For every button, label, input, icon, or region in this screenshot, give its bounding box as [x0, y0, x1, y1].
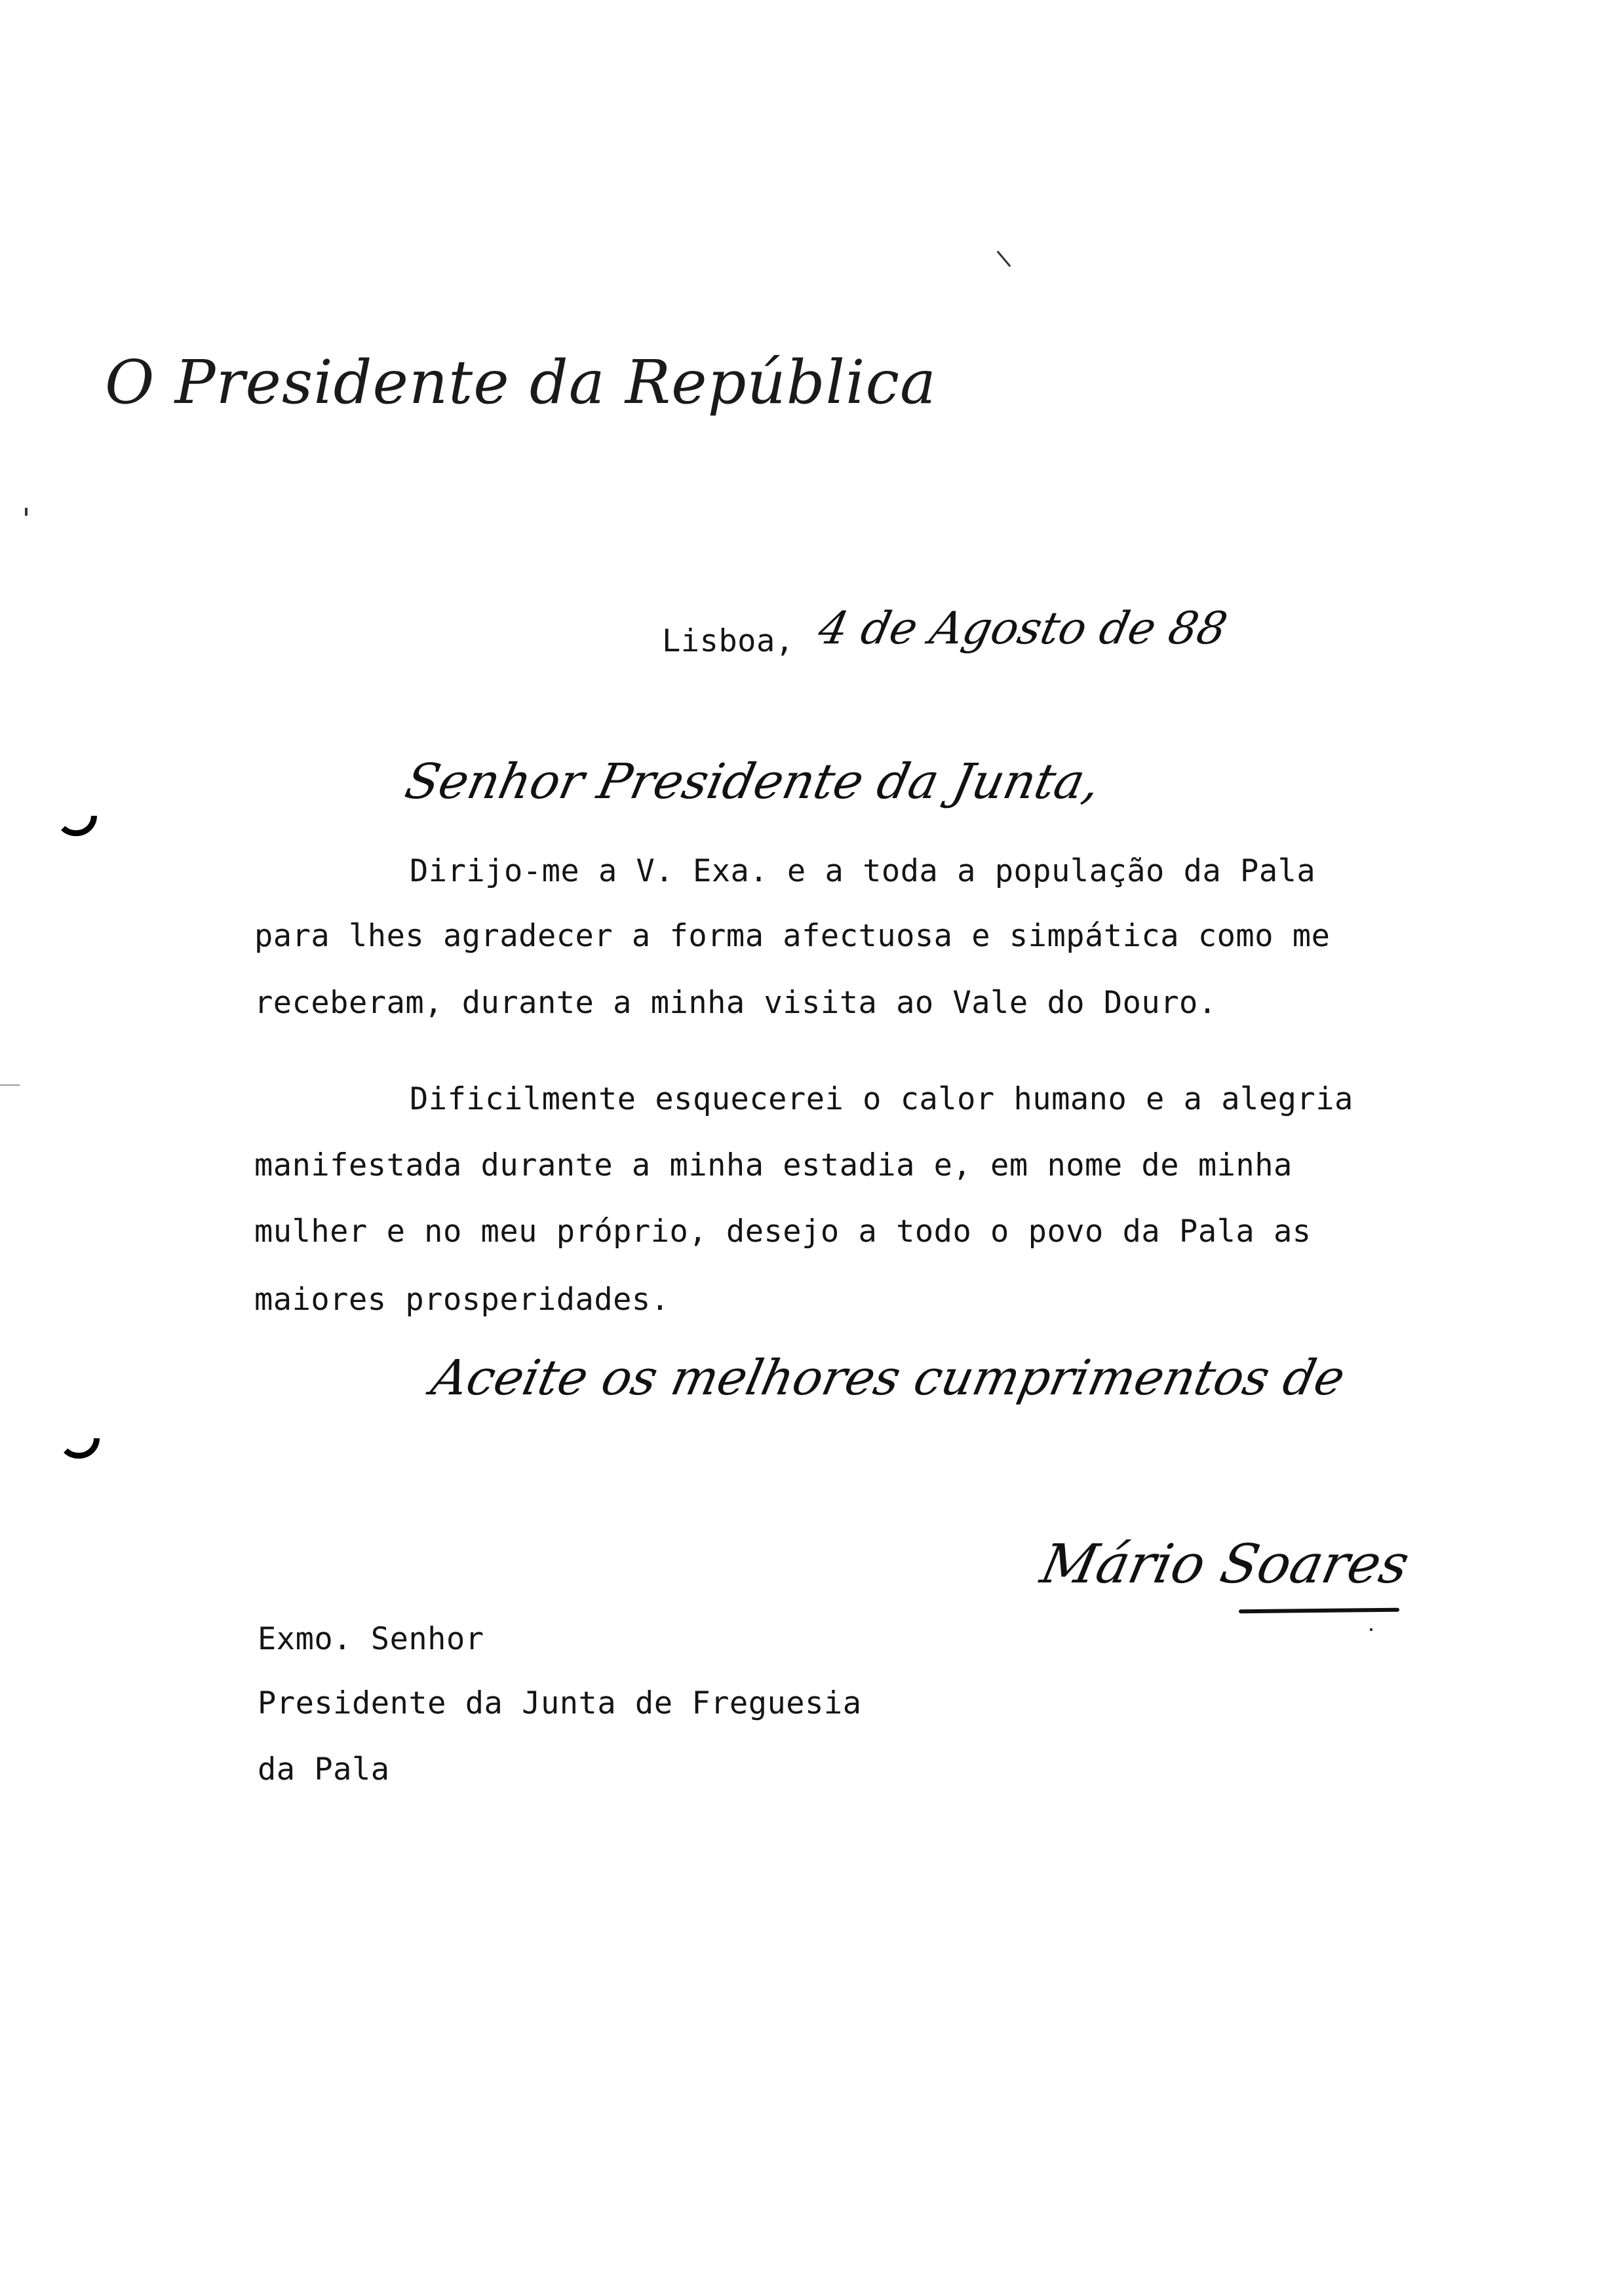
body-line-6: mulher e no meu próprio, desejo a todo o povo da Pala as — [254, 1214, 1312, 1250]
body-line-4: Dificilmente esquecerei o calor humano e a alegria — [410, 1081, 1353, 1117]
body-line-7: maiores prosperidades. — [254, 1282, 670, 1318]
scan-speck — [25, 508, 28, 516]
body-line-2: para lhes agradecer a forma afectuosa e simpática como me — [254, 918, 1331, 954]
addressee-line-2: Presidente da Junta de Freguesia — [258, 1685, 862, 1721]
binder-hole-mark — [58, 1438, 100, 1459]
signature: Mário Soares — [1035, 1533, 1415, 1596]
salutation: Senhor Presidente da Junta, — [400, 754, 1106, 810]
date-handwritten: 4 de Agosto de 88 — [813, 603, 1232, 655]
closing: Aceite os melhores cumprimentos de — [426, 1350, 1350, 1406]
addressee-line-3: da Pala — [258, 1751, 390, 1788]
addressee-line-1: Exmo. Senhor — [258, 1621, 484, 1657]
scan-speck — [0, 1084, 20, 1086]
letterhead: O Presidente da República — [105, 347, 937, 417]
date-city: Lisboa, — [662, 623, 794, 659]
body-line-5: manifestada durante a minha estadia e, em nome de minha — [254, 1147, 1293, 1183]
body-line-1: Dirijo-me a V. Exa. e a toda a população da Pala — [410, 853, 1316, 889]
scan-speck — [1370, 1628, 1372, 1631]
binder-hole-mark — [55, 816, 97, 836]
body-line-3: receberam, durante a minha visita ao Vale do Douro. — [254, 985, 1217, 1021]
signature-underline — [1239, 1608, 1399, 1614]
scan-speck — [997, 251, 1011, 267]
